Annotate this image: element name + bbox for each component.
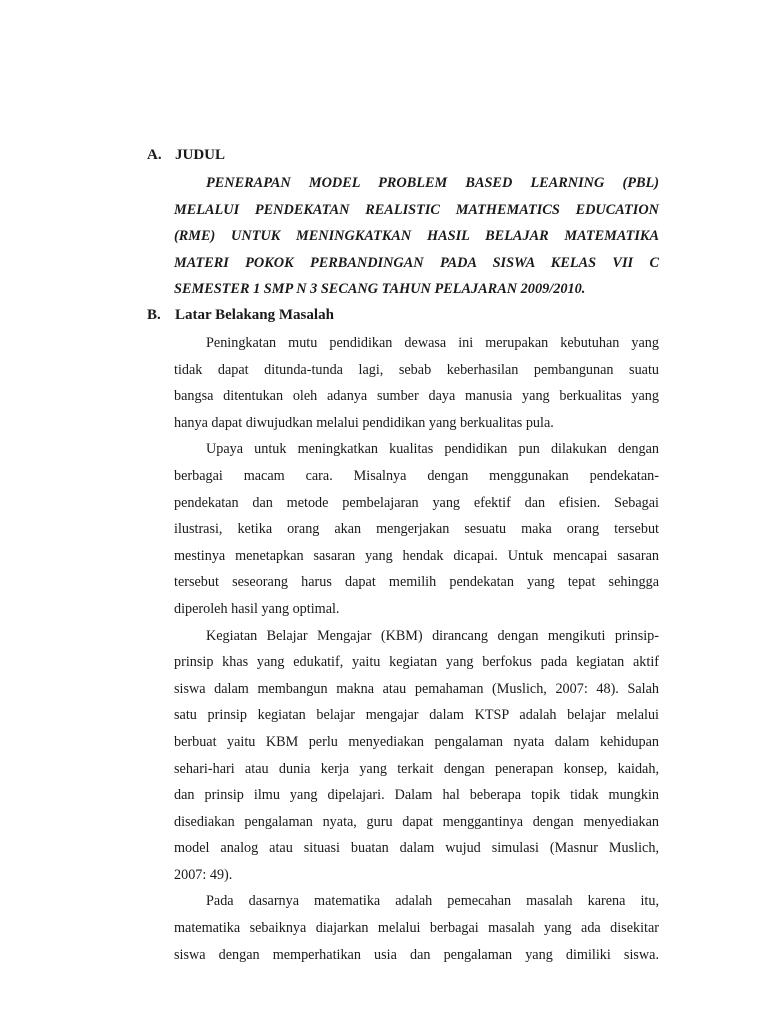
paragraph: [174, 623, 659, 889]
paragraph-line: 2007: 49).: [174, 866, 233, 883]
paragraph-line: Pada dasarnya matematika adalah pemecahan masalah karena itu,: [206, 893, 659, 910]
paragraph-line: satu prinsip kegiatan belajar mengajar dalam KTSP adalah belajar melalui: [174, 707, 659, 724]
paragraph-line: mestinya menetapkan sasaran yang hendak dicapai. Untuk mencapai sasaran: [174, 547, 659, 564]
paragraph-line: tersebut seseorang harus dapat memilih pendekatan yang tepat sehingga: [174, 574, 659, 591]
paragraph-line: diperoleh hasil yang optimal.: [174, 600, 340, 617]
paragraph-line: Kegiatan Belajar Mengajar (KBM) dirancang dengan mengikuti prinsip-: [206, 627, 659, 644]
paragraph-line: matematika sebaiknya diajarkan melalui berbagai masalah yang ada disekitar: [174, 920, 659, 937]
paragraph: [174, 436, 659, 622]
section-a-letter: A.: [147, 147, 162, 163]
paragraph-line: pendekatan dan metode pembelajaran yang efektif dan efisien. Sebagai: [174, 494, 659, 511]
paragraph-line: berbuat yaitu KBM perlu menyediakan pengalaman nyata dalam kehidupan: [174, 733, 659, 750]
research-title-line: (RME) UNTUK MENINGKATKAN HASIL BELAJAR MATEMATIKA: [174, 228, 659, 244]
paragraph-line: hanya dapat diwujudkan melalui pendidikan yang berkualitas pula.: [174, 414, 554, 431]
research-title: [174, 170, 659, 303]
paragraph-line: prinsip khas yang edukatif, yaitu kegiatan yang berfokus pada kegiatan aktif: [174, 654, 659, 671]
research-title-line: SEMESTER 1 SMP N 3 SECANG TAHUN PELAJARAN 2009/2010.: [174, 281, 586, 297]
paragraph-line: model analog atau situasi buatan dalam wujud simulasi (Masnur Muslich,: [174, 840, 659, 857]
section-b-letter: B.: [147, 307, 161, 323]
paragraph-line: Peningkatan mutu pendidikan dewasa ini merupakan kebutuhan yang: [206, 335, 659, 351]
research-title-line: MELALUI PENDEKATAN REALISTIC MATHEMATICS EDUCATION: [174, 201, 659, 218]
paragraph-line: siswa dalam membangun makna atau pemahaman (Muslich, 2007: 48). Salah: [174, 680, 659, 697]
section-a-title: JUDUL: [175, 147, 226, 163]
paragraph-line: tidak dapat ditunda-tunda lagi, sebab keberhasilan pembangunan suatu: [174, 361, 659, 378]
paragraph: [174, 888, 659, 968]
paragraph-line: ilustrasi, ketika orang akan mengerjakan sesuatu maka orang tersebut: [174, 521, 659, 538]
section-b-body: [174, 330, 659, 968]
paragraph-line: disediakan pengalaman nyata, guru dapat menggantinya dengan menyediakan: [174, 813, 659, 830]
paragraph-line: Upaya untuk meningkatkan kualitas pendidikan pun dilakukan dengan: [206, 441, 659, 458]
research-title-line: MATERI POKOK PERBANDINGAN PADA SISWA KELAS VII C: [174, 254, 659, 271]
paragraph-line: dan prinsip ilmu yang dipelajari. Dalam hal beberapa topik tidak mungkin: [174, 787, 659, 804]
section-b-title: Latar Belakang Masalah: [175, 307, 334, 323]
paragraph-line: siswa dengan memperhatikan usia dan pengalaman yang dimiliki siswa.: [174, 946, 659, 963]
paragraph-line: berbagai macam cara. Misalnya dengan menggunakan pendekatan-: [174, 467, 659, 484]
research-title-line: PENERAPAN MODEL PROBLEM BASED LEARNING (PBL): [206, 175, 659, 191]
paragraph-line: sehari-hari atau dunia kerja yang terkait dengan penerapan konsep, kaidah,: [174, 760, 659, 777]
paragraph-line: bangsa ditentukan oleh adanya sumber daya manusia yang berkualitas yang: [174, 388, 659, 405]
paragraph: [174, 330, 659, 436]
